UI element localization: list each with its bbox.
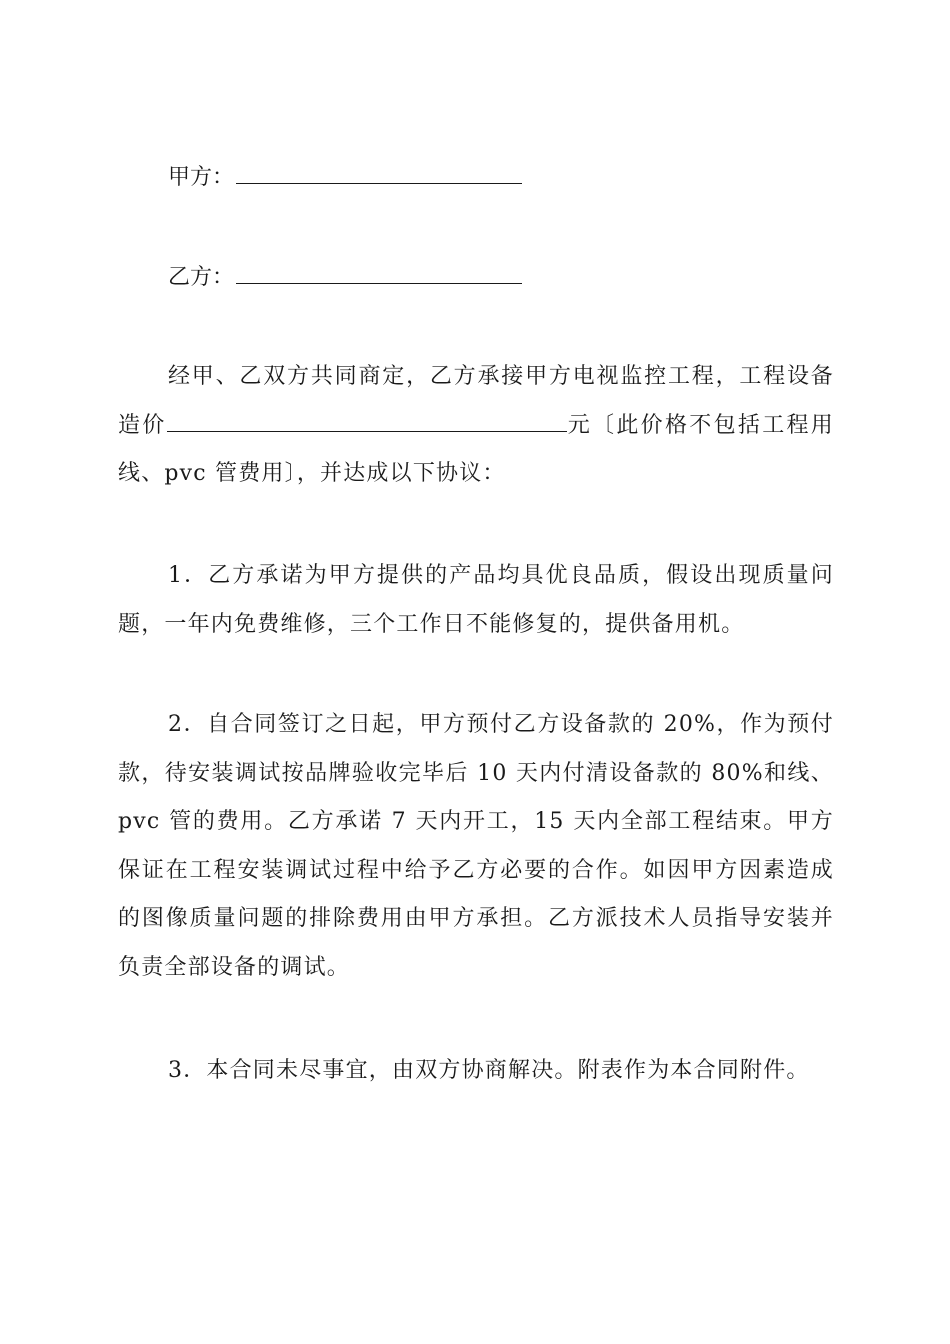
- clause-1: 1．乙方承诺为甲方提供的产品均具优良品质，假设出现质量问题，一年内免费维修，三个工作日不能修复的，提供备用机。: [118, 563, 834, 637]
- party-b-line: [168, 262, 522, 294]
- clause-2: 2．自合同签订之日起，甲方预付乙方设备款的 20%，作为预付款，待安装调试按品牌验收完毕后 10 天内付清设备款的 80%和线、pvc 管的费用。乙方承诺 7 天内开工，15 天内全部工程结束。甲方保证在工程安装调试过程中给予乙方必要的合作。如因甲方因素造成的图像质量问题的排除费用由甲方承担。乙方派技术人员指导安装并负责全部设备的调试。: [118, 712, 834, 980]
- price-blank: [167, 411, 567, 432]
- intro-paragraph: [118, 353, 834, 499]
- party-a-label: 甲方：: [168, 165, 235, 190]
- party-a-blank: [236, 163, 522, 184]
- intro-text-after: 元〔此价格不包括工程用线、pvc 管费用〕，并达成以下协议：: [118, 412, 835, 486]
- party-b-label: 乙方：: [168, 265, 235, 290]
- party-b-blank: [236, 263, 522, 284]
- party-a-line: [168, 162, 522, 194]
- clause-3: 3．本合同未尽事宜，由双方协商解决。附表作为本合同附件。: [168, 1058, 810, 1083]
- intro-text-before: 经甲、乙双方共同商定，乙方承接甲方电视监控工程，工程设备造价: [118, 364, 834, 438]
